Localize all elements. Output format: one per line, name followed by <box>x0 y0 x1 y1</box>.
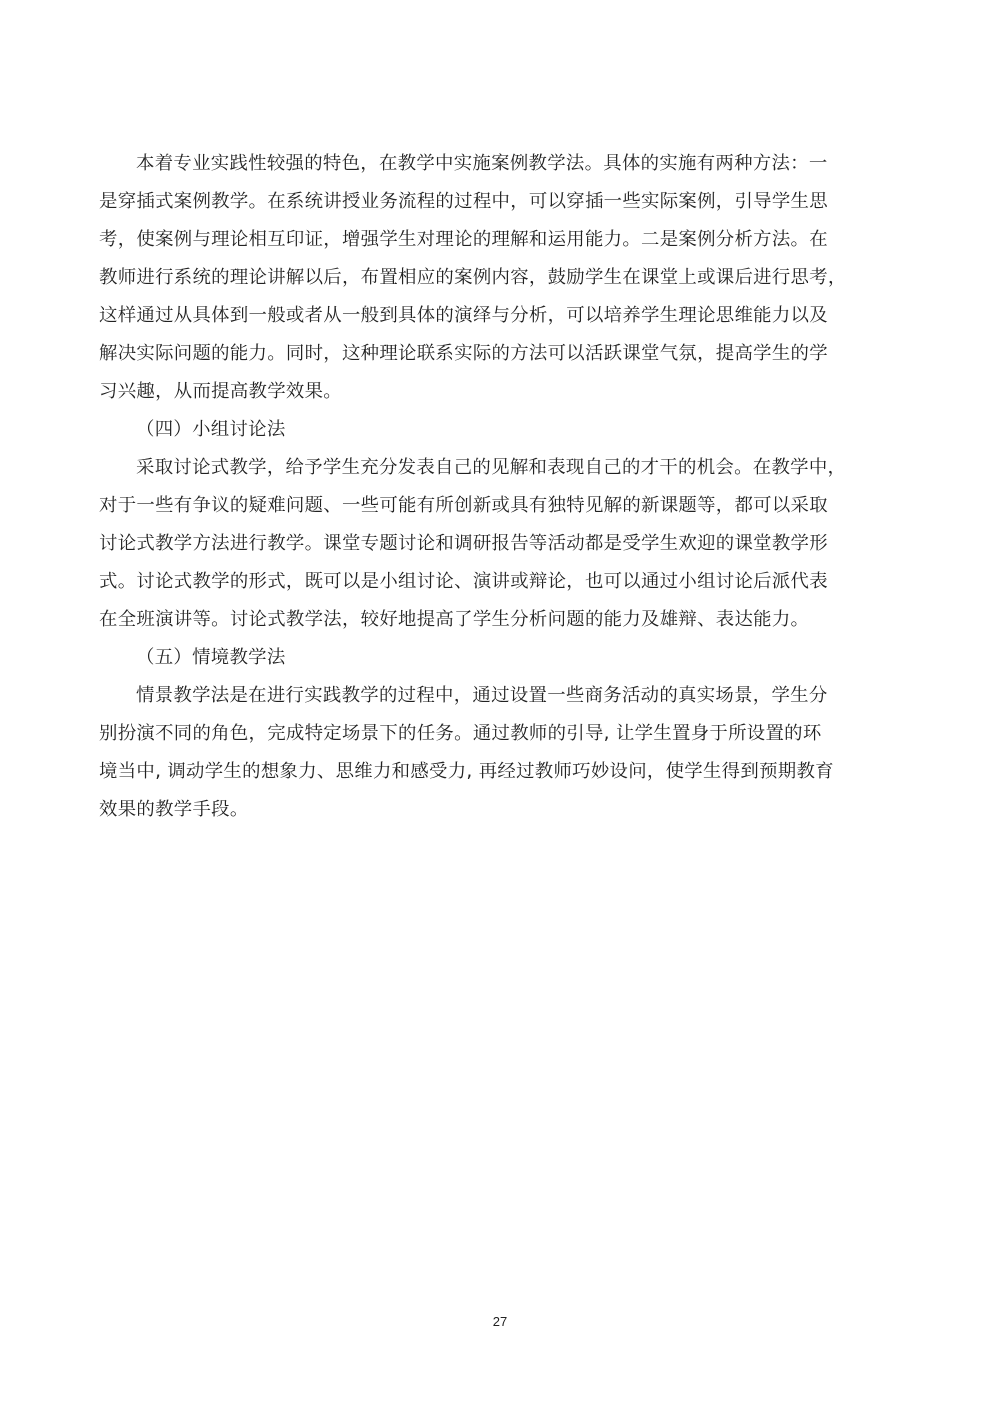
section-heading-group-discussion: （四）小组讨论法 <box>136 419 286 440</box>
text-line: 境当中, 调动学生的想象力、思维力和感受力, 再经过教师巧妙设问，使学生得到预期教育 <box>99 761 834 782</box>
text-line: 在全班演讲等。讨论式教学法，较好地提高了学生分析问题的能力及雄辩、表达能力。 <box>99 609 810 630</box>
page-number: 27 <box>492 1314 508 1329</box>
text-line: 考，使案例与理论相互印证，增强学生对理论的理解和运用能力。二是案例分析方法。在 <box>99 229 828 250</box>
text-line: 是穿插式案例教学。在系统讲授业务流程的过程中，可以穿插一些实际案例，引导学生思 <box>99 191 828 212</box>
text-line: 讨论式教学方法进行教学。课堂专题讨论和调研报告等活动都是受学生欢迎的课堂教学形 <box>99 533 828 554</box>
paragraph-situational-teaching <box>99 677 883 829</box>
paragraph-case-teaching <box>99 145 883 411</box>
section-heading-situational-teaching: （五）情境教学法 <box>136 647 286 668</box>
text-line: 效果的教学手段。 <box>99 799 249 820</box>
text-line: 本着专业实践性较强的特色，在教学中实施案例教学法。具体的实施有两种方法：一 <box>136 153 828 174</box>
text-line: 解决实际问题的能力。同时，这种理论联系实际的方法可以活跃课堂气氛，提高学生的学 <box>99 343 828 364</box>
paragraph-group-discussion <box>99 449 883 639</box>
text-line: 对于一些有争议的疑难问题、一些可能有所创新或具有独特见解的新课题等，都可以采取 <box>99 495 828 516</box>
text-line: 习兴趣，从而提高教学效果。 <box>99 381 342 402</box>
text-line: 这样通过从具体到一般或者从一般到具体的演绎与分析，可以培养学生理论思维能力以及 <box>99 305 828 326</box>
text-line: 教师进行系统的理论讲解以后，布置相应的案例内容，鼓励学生在课堂上或课后进行思考， <box>99 267 847 288</box>
text-line: 采取讨论式教学，给予学生充分发表自己的见解和表现自己的才干的机会。在教学中， <box>136 457 847 478</box>
text-line: 式。讨论式教学的形式，既可以是小组讨论、演讲或辩论，也可以通过小组讨论后派代表 <box>99 571 828 592</box>
text-line: 情景教学法是在进行实践教学的过程中，通过设置一些商务活动的真实场景，学生分 <box>136 685 828 706</box>
text-line: 别扮演不同的角色，完成特定场景下的任务。通过教师的引导, 让学生置身于所设置的环 <box>99 723 822 744</box>
body-text <box>99 145 883 829</box>
